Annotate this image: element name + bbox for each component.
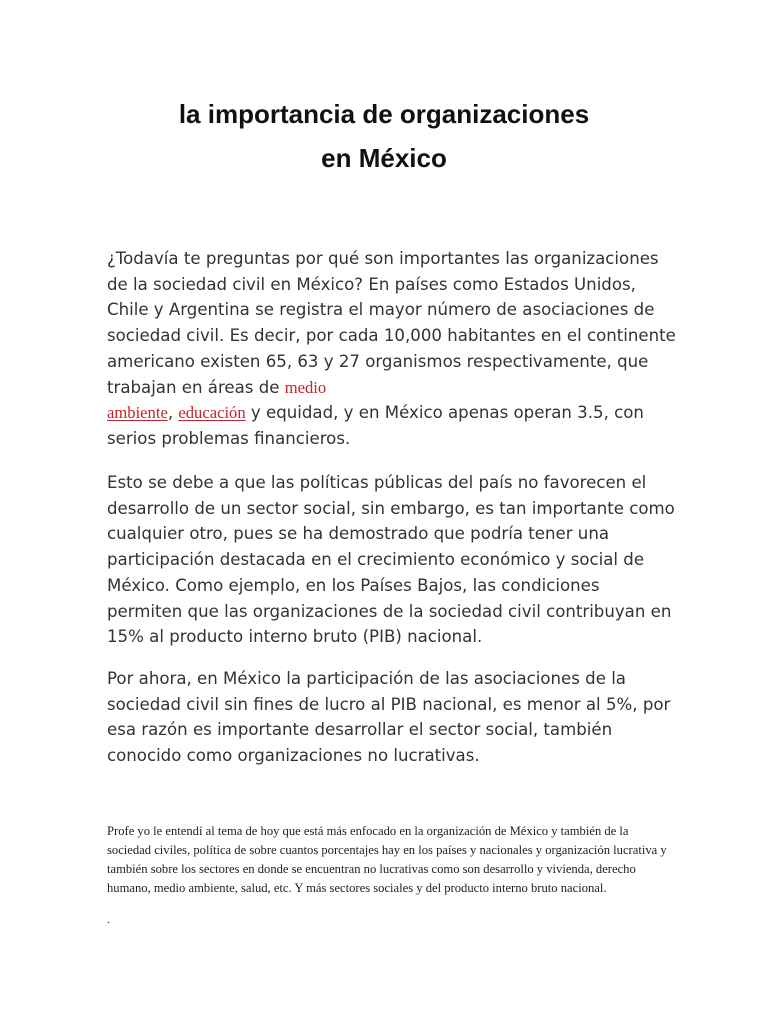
paragraph-1 xyxy=(107,246,677,454)
student-note: Profe yo le entendí al tema de hoy que está más enfocado en la organización de México y también de la sociedad civiles, política de sobre cuantos porcentajes hay en los países y nacionales y organización lucrativa y también sobre los sectores en donde se encuentran no lucrativas como son desarrollo y vivienda, derecho humano, medio ambiente, salud, etc. Y más sectores sociales y del producto interno bruto nacional. xyxy=(107,824,667,895)
paragraph-1-text: ¿Todavía te preguntas por qué son importantes las organizaciones de la sociedad civil en México? En países como Estados Unidos, Chile y Argentina se registra el mayor número de asociaciones de sociedad civil. Es decir, por cada 10,000 habitantes en el continente americano existen 65, 63 y 27 organismos respectivamente, que trabajan en áreas de xyxy=(107,249,676,397)
paragraph-1-tail: y equidad, y en México apenas operan 3.5, con serios problemas financieros. xyxy=(107,403,644,448)
title-line-2: en México xyxy=(321,143,447,173)
link-separator: , xyxy=(167,403,179,423)
link-medio-ambiente-part1[interactable]: medio xyxy=(284,377,327,397)
article-body xyxy=(107,246,677,785)
link-educacion[interactable]: educación xyxy=(178,403,246,423)
paragraph-3: Por ahora, en México la participación de las asociaciones de la sociedad civil sin fines de lucro al PIB nacional, es menor al 5%, por esa razón es importante desarrollar el sector social, también conocido como organizaciones no lucrativas. xyxy=(107,669,671,766)
page-title xyxy=(100,92,668,180)
paragraph-2: Esto se debe a que las políticas públicas del país no favorecen el desarrollo de un sector social, sin embargo, es tan importante como cualquier otro, pues se ha demostrado que podría tener una participación destacada en el crecimiento económico y social de México. Como ejemplo, en los Países Bajos, las condiciones permiten que las organizaciones de la sociedad civil contribuyan en 15% al producto interno bruto (PIB) nacional. xyxy=(107,473,675,647)
title-line-1: la importancia de organizaciones xyxy=(178,99,590,129)
trailing-mark: . xyxy=(107,912,110,926)
link-medio-ambiente[interactable]: ambiente xyxy=(107,403,168,423)
